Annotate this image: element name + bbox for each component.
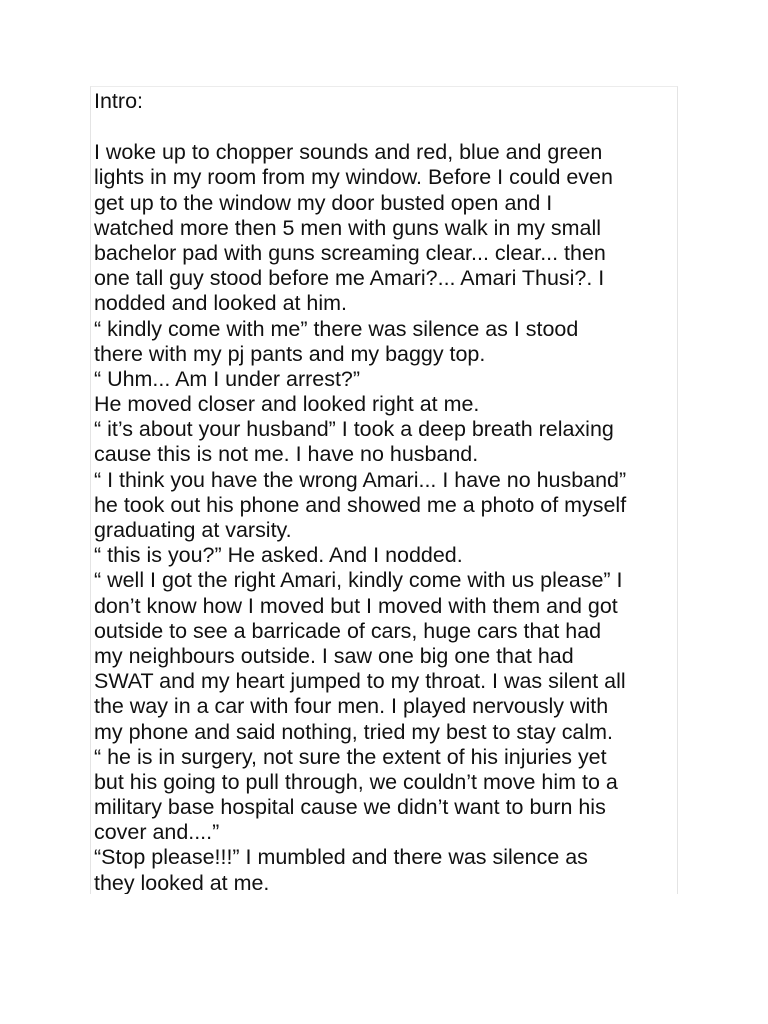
text-line: watched more then 5 men with guns walk in my small <box>94 215 601 240</box>
text-line: the way in a car with four men. I played nervously with <box>94 694 609 719</box>
text-line: SWAT and my heart jumped to my throat. I was silent all <box>94 669 626 694</box>
text-line: one tall guy stood before me Amari?... Amari Thusi?. I <box>94 266 605 291</box>
text-line: lights in my room from my window. Before I could even <box>94 165 613 190</box>
text-line: “Stop please!!!” I mumbled and there was silence as <box>94 845 588 870</box>
text-line: they looked at me. <box>94 870 270 894</box>
text-line: “ this is you?” He asked. And I nodded. <box>94 543 463 568</box>
text-line: my neighbours outside. I saw one big one that had <box>94 643 574 668</box>
text-line: cover and....” <box>94 820 220 845</box>
text-line: nodded and looked at him. <box>94 291 347 316</box>
text-line: “ kindly come with me” there was silence as I stood <box>94 316 579 341</box>
text-line: cause this is not me. I have no husband. <box>94 442 479 467</box>
text-line: I woke up to chopper sounds and red, blue and green <box>94 140 603 165</box>
text-line: there with my pj pants and my baggy top. <box>94 341 486 366</box>
text-line: he took out his phone and showed me a photo of myself <box>94 492 627 517</box>
text-line: get up to the window my door busted open and I <box>94 190 553 215</box>
story-body <box>94 140 677 894</box>
text-line: “ I think you have the wrong Amari... I have no husband” <box>94 467 627 492</box>
text-line: “ he is in surgery, not sure the extent of his injuries yet <box>94 744 607 769</box>
text-line: outside to see a barricade of cars, huge cars that had <box>94 618 602 643</box>
section-heading: Intro: <box>94 89 143 113</box>
paragraph-spacer <box>94 114 677 140</box>
text-line: “ it’s about your husband” I took a deep breath relaxing <box>94 417 614 442</box>
text-line: my phone and said nothing, tried my best to stay calm. <box>94 719 613 744</box>
text-line: “ Uhm... Am I under arrest?” <box>94 366 361 391</box>
text-line: He moved closer and looked right at me. <box>94 392 480 417</box>
text-line: graduating at varsity. <box>94 518 292 542</box>
text-line: but his going to pull through, we couldn’t move him to a <box>94 769 618 794</box>
text-line: bachelor pad with guns screaming clear... clear... then <box>94 240 606 265</box>
text-line: “ well I got the right Amari, kindly come with us please” I <box>94 568 623 593</box>
text-frame <box>90 86 678 894</box>
text-line: military base hospital cause we didn’t want to burn his <box>94 795 606 820</box>
text-line: don’t know how I moved but I moved with them and got <box>94 593 618 618</box>
